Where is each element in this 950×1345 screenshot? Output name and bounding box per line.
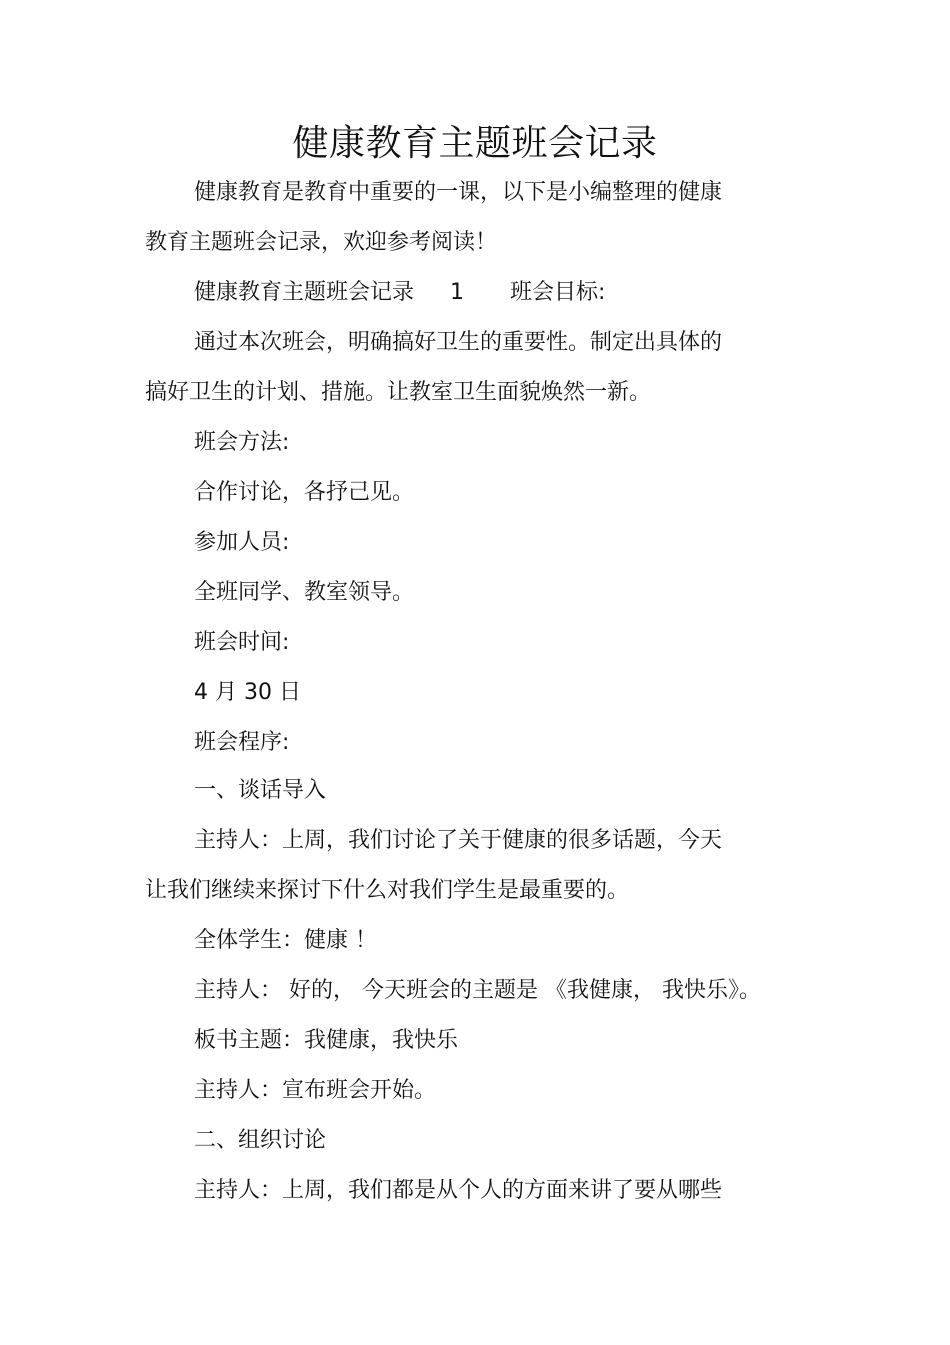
host-line-4: 主持人：上周，我们都是从个人的方面来讲了要从哪些: [194, 1178, 723, 1203]
time-value: 4 月 30 日: [194, 680, 301, 705]
board-theme: 板书主题：我健康，我快乐: [194, 1028, 459, 1053]
students-reply: 全体学生：健康 ！: [194, 928, 377, 953]
goal-line-1: 通过本次班会，明确搞好卫生的重要性。制定出具体的: [194, 330, 723, 355]
step1-heading: 一、谈话导入: [194, 778, 327, 803]
host-line-1a: 主持人：上周，我们讨论了关于健康的很多话题，今天: [194, 828, 723, 853]
method-value: 合作讨论，各抒己见。: [194, 480, 415, 505]
participants-value: 全班同学、教室领导。: [194, 580, 415, 605]
section1-heading: 健康教育主题班会记录: [194, 280, 415, 305]
intro-line-2: 教育主题班会记录，欢迎参考阅读！: [145, 230, 498, 255]
goal-line-2: 搞好卫生的计划、措施。让教室卫生面貌焕然一新。: [145, 380, 652, 405]
time-label: 班会时间:: [194, 630, 290, 655]
section1-number: 1: [450, 280, 465, 305]
host-line-1b: 让我们继续来探讨下什么对我们学生是最重要的。: [145, 878, 630, 903]
host-line-2: 主持人： 好的， 今天班会的主题是 《我健康， 我快乐》。: [194, 978, 761, 1003]
participants-label: 参加人员:: [194, 530, 290, 555]
method-label: 班会方法:: [194, 430, 290, 455]
intro-line-1: 健康教育是教育中重要的一课，以下是小编整理的健康: [194, 180, 723, 205]
step2-heading: 二、组织讨论: [194, 1128, 327, 1153]
host-line-3: 主持人：宣布班会开始。: [194, 1078, 437, 1103]
section1-heading-line: [194, 278, 605, 308]
document-title: 健康教育主题班会记录: [292, 123, 658, 164]
procedure-label: 班会程序:: [194, 730, 290, 755]
goal-label: 班会目标:: [510, 280, 606, 305]
